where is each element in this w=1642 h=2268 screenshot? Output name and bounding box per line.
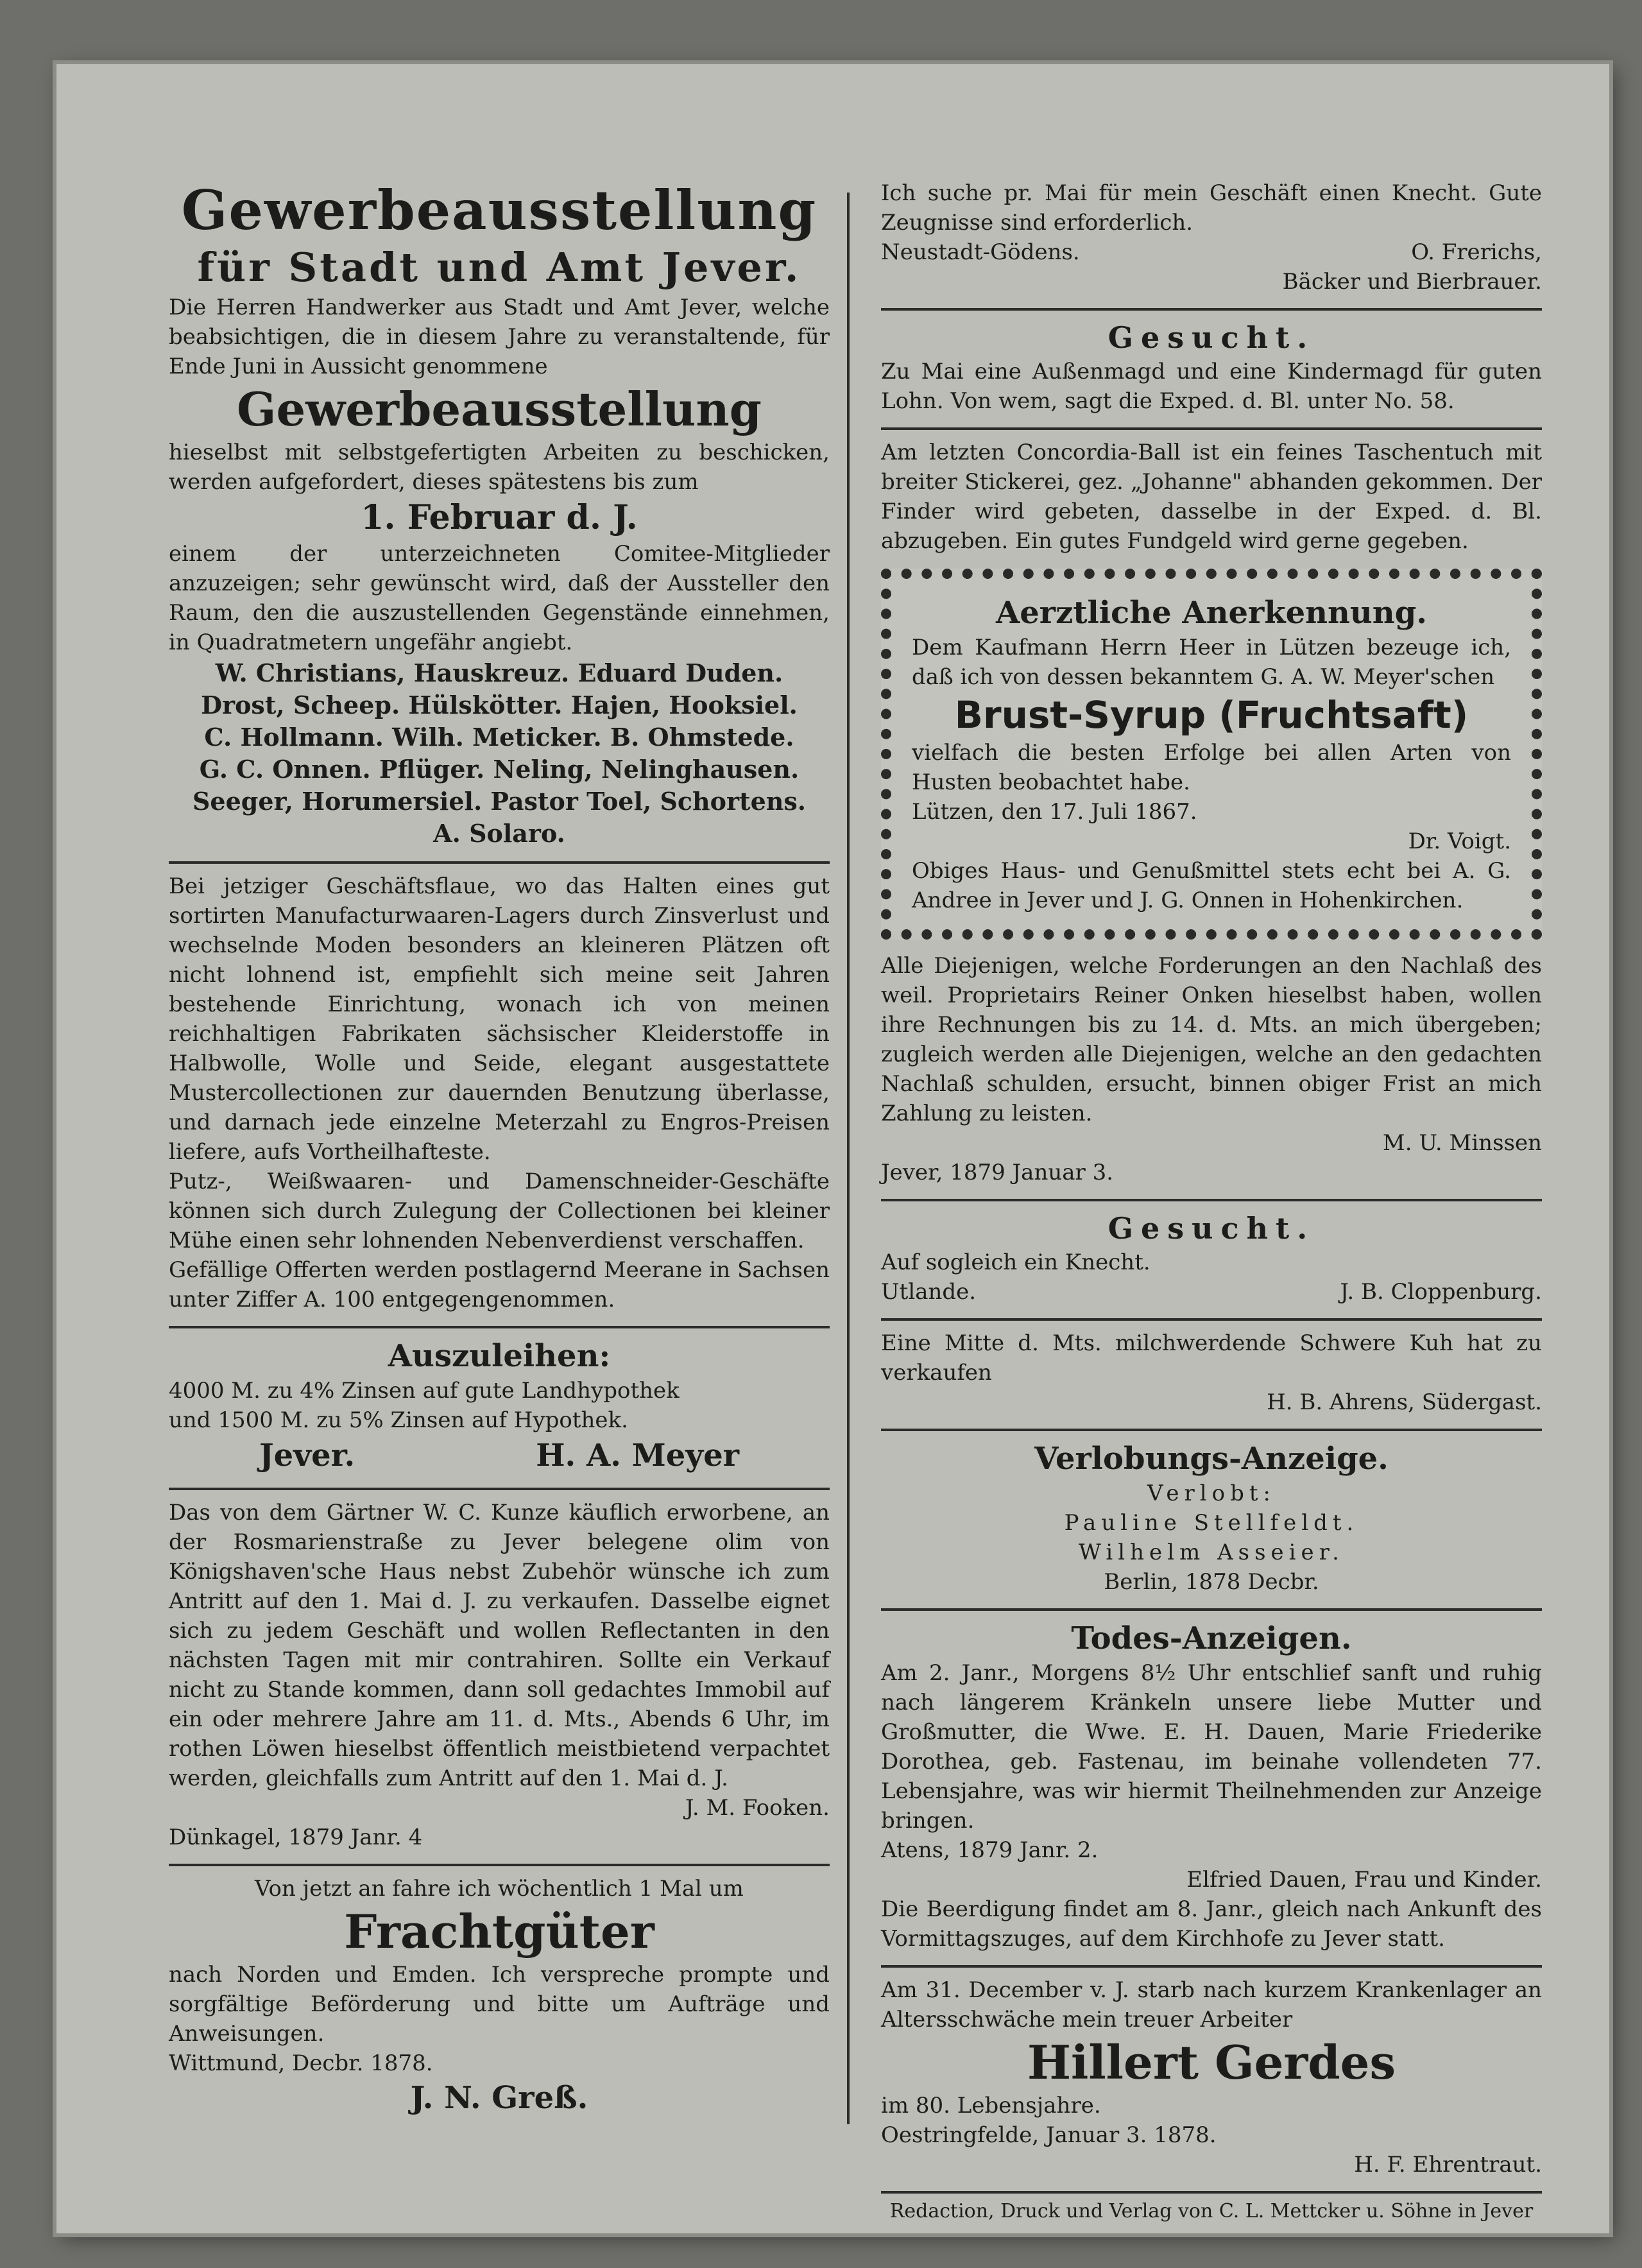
- ad-title: Aerztliche Anerkennung.: [996, 595, 1427, 631]
- place: Jever.: [259, 1438, 355, 1473]
- signer: J. M. Fooken.: [685, 1795, 830, 1821]
- ad-text: Alle Diejenigen, welche Forderungen an den Nachlaß des weil. Proprietairs Reiner Onken hieselbst haben, wollen ihre Rechnungen bis zu 14. d. Mts. an mich übergeben; zugleich werden alle Diejenigen, welche an den gedachten Nachlaß schulden, ersucht, binnen obiger Frist an mich Zahlung zu leisten.: [881, 953, 1542, 1126]
- separator-rule: [881, 2191, 1542, 2194]
- date-line: Atens, 1879 Janr. 2.: [881, 1837, 1099, 1863]
- ad-nachlass: [881, 946, 1542, 1196]
- ad-note: Obiges Haus- und Genußmittel stets echt bei A. G. Andree in Jever und J. G. Onnen in Hohenkirchen.: [912, 858, 1511, 913]
- separator-rule: [881, 1318, 1542, 1321]
- separator-rule: [169, 1326, 830, 1328]
- ad-paragraph: Bei jetziger Geschäftsflaue, wo das Halten eines gut sortirten Manufacturwaaren-Lagers durch Zinsverlust und wechselnde Moden besonders an kleineren Plätzen oft nicht lohnend ist, empfiehlt sich meine seit Jahren bestehende Einrichtung, wonach ich von meinen reichhaltigen Fabrikaten sächsischer Kleiderstoffe in Halbwolle, Wolle und Seide, elegant ausgestattete Mustercollectionen zur dauernden Benutzung überlasse, und darnach jede einzelne Meterzahl zu Engros-Preisen liefere, aufs Vortheilhafteste.: [169, 873, 830, 1165]
- right-column: [881, 173, 1542, 2244]
- ad-intro: Von jetzt an fahre ich wöchentlich 1 Mal um: [255, 1876, 744, 1902]
- date-line: Berlin, 1878 Decbr.: [1104, 1569, 1319, 1595]
- ad-text: Ich suche pr. Mai für mein Geschäft einen Knecht. Gute Zeugnisse sind erforderlich.: [881, 180, 1542, 236]
- ad-gesucht-knecht: [881, 1204, 1542, 1316]
- ad-auszuleihen: [169, 1331, 830, 1485]
- separator-rule: [169, 1488, 830, 1490]
- ad-title-repeat: Gewerbeausstellung: [236, 382, 762, 436]
- committee-name: Seeger, Horumersiel. Pastor Toel, Schortens.: [192, 787, 807, 816]
- separator-rule: [881, 1429, 1542, 1431]
- ad-paragraph: Gefällige Offerten werden postlagernd Meerane in Sachsen unter Ziffer A. 100 entgegengenommen.: [169, 1257, 830, 1312]
- person-name: Wilhelm Asseier.: [1079, 1540, 1344, 1565]
- ad-title: Gesucht.: [1107, 320, 1315, 355]
- ad-text: Am letzten Concordia-Ball ist ein feines Taschentuch mit breiter Stickerei, gez. „Johanne" abhanden gekommen. Der Finder wird gebeten, dasselbe in der Exped. d. Bl. abzugeben. Ein gutes Fundgeld wird gerne gegeben.: [881, 440, 1542, 554]
- signer: O. Frerichs,: [1411, 239, 1542, 265]
- imprint-footer: Redaction, Druck und Verlag von C. L. Mettcker u. Söhne in Jever: [889, 2200, 1534, 2222]
- signer: M. U. Minssen: [1382, 1130, 1542, 1156]
- ad-title: Verlobungs-Anzeige.: [1034, 1441, 1389, 1477]
- signature-row: [881, 237, 1542, 267]
- ad-frachtgueter: [169, 1869, 830, 2127]
- committee-name: A. Solaro.: [433, 819, 565, 848]
- ad-todes: [881, 1613, 1542, 1963]
- ad-taschentuch: [881, 433, 1542, 565]
- date-line: Lützen, den 17. Juli 1867.: [912, 799, 1197, 825]
- label: Verlobt:: [1147, 1481, 1276, 1506]
- burial-note: Die Beerdigung findet am 8. Janr., gleich nach Ankunft des Vormittagszuges, auf dem Kirchhofe zu Jever statt.: [881, 1896, 1542, 1952]
- signature-row: [169, 1435, 830, 1476]
- committee-name: C. Hollmann. Wilh. Meticker. B. Ohmstede.: [204, 723, 794, 752]
- place: Neustadt-Gödens.: [881, 239, 1080, 265]
- ad-knecht: [881, 173, 1542, 305]
- ad-paragraph: Putz-, Weißwaaren- und Damenschneider-Geschäfte können sich durch Zulegung der Collectionen bei kleiner Mühe einen sehr lohnenden Nebenverdienst verschaffen.: [169, 1169, 830, 1253]
- ad-text: Am 31. December v. J. starb nach kurzem Krankenlager an Altersschwäche mein treuer Arbeiter: [881, 1977, 1542, 2032]
- ad-text: Zu Mai eine Außenmagd und eine Kindermagd für guten Lohn. Von wem, sagt die Exped. d. Bl. unter No. 58.: [881, 359, 1542, 414]
- ad-gesucht-magd: [881, 313, 1542, 425]
- signer: Dr. Voigt.: [1408, 829, 1511, 854]
- separator-rule: [881, 427, 1542, 430]
- committee-name: G. C. Onnen. Pflüger. Neling, Nelinghausen.: [199, 755, 800, 784]
- date-line: Dünkagel, 1879 Janr. 4: [169, 1825, 423, 1850]
- signer-role: Bäcker und Bierbrauer.: [1282, 269, 1542, 295]
- ad-body: hieselbst mit selbstgefertigten Arbeiten zu beschicken, werden aufgefordert, dieses spätestens bis zum: [169, 440, 830, 495]
- ad-title: Frachtgüter: [344, 1904, 654, 1959]
- signer: H. F. Ehrentraut.: [1354, 2152, 1542, 2178]
- committee-name: W. Christians, Hauskreuz. Eduard Duden.: [215, 658, 783, 687]
- ad-title: Todes-Anzeigen.: [1071, 1620, 1352, 1656]
- signature-row: [881, 1277, 1542, 1307]
- product-name: Brust-Syrup (Fruchtsaft): [954, 693, 1469, 737]
- person-name: Pauline Stellfeldt.: [1064, 1510, 1359, 1536]
- ad-title: Gesucht.: [1107, 1211, 1315, 1246]
- separator-rule: [881, 308, 1542, 311]
- committee-name: Drost, Scheep. Hülskötter. Hajen, Hooksiel.: [201, 691, 798, 719]
- ad-verlobung: [881, 1434, 1542, 1606]
- ad-kunze-house: [169, 1493, 830, 1861]
- ad-body-2: einem der unterzeichneten Comitee-Mitglieder anzuzeigen; sehr gewünscht wird, daß der Aussteller den Raum, den die auszustellenden Gegenstände einnehmen, in Quadratmetern ungefähr angiebt.: [169, 541, 830, 655]
- age-line: im 80. Lebensjahre.: [881, 2093, 1101, 2118]
- loan-line: 4000 M. zu 4% Zinsen auf gute Landhypothek: [169, 1378, 680, 1404]
- signer: H. A. Meyer: [536, 1438, 740, 1473]
- ad-body: vielfach die besten Erfolge bei allen Arten von Husten beobachtet habe.: [912, 740, 1511, 795]
- ad-kuh: [881, 1323, 1542, 1426]
- place: Utlande.: [881, 1279, 977, 1305]
- ad-text: Eine Mitte d. Mts. milchwerdende Schwere Kuh hat zu verkaufen: [881, 1330, 1542, 1386]
- date-line: Wittmund, Decbr. 1878.: [169, 2050, 433, 2076]
- ad-intro: Dem Kaufmann Herrn Heer in Lützen bezeuge ich, daß ich von dessen bekanntem G. A. W. Meyer'schen: [912, 635, 1511, 690]
- person-name: Hillert Gerdes: [1027, 2035, 1396, 2090]
- separator-rule: [881, 1199, 1542, 1201]
- ad-title: Gewerbeausstellung: [181, 178, 817, 242]
- ad-gerdes: [881, 1970, 1542, 2188]
- ad-intro: Die Herren Handwerker aus Stadt und Amt Jever, welche beabsichtigen, die in diesem Jahre zu veranstaltende, für Ende Juni in Aussicht genommene: [169, 295, 830, 379]
- signer: Elfried Dauen, Frau und Kinder.: [1186, 1867, 1542, 1893]
- ad-gewerbeausstellung: [169, 173, 830, 859]
- date-line: Jever, 1879 Januar 3.: [881, 1160, 1114, 1185]
- left-column: [169, 173, 830, 2127]
- column-divider: [847, 193, 850, 2124]
- ad-title: Auszuleihen:: [388, 1338, 611, 1374]
- separator-rule: [169, 1864, 830, 1866]
- ad-text: Das von dem Gärtner W. C. Kunze käuflich erworbene, an der Rosmarienstraße zu Jever belegene olim von Königshaven'sche Haus nebst Zubehör wünsche ich zum Antritt auf den 1. Mai d. J. zu verkaufen. Dasselbe eignet sich zu jedem Geschäft und wollen Reflectanten in den nächsten Tagen mit mir contrahiren. Sollte ein Verkauf nicht zu Stande kommen, dann soll gedachtes Immobil auf ein oder mehrere Jahre am 11. d. Mts., Abends 6 Uhr, im rothen Löwen hieselbst öffentlich meistbietend verpachtet werden, gleichfalls zum Antritt auf den 1. Mai d. J.: [169, 1500, 830, 1791]
- signer: J. B. Cloppenburg.: [1340, 1279, 1542, 1305]
- separator-rule: [881, 1608, 1542, 1611]
- ad-text: Auf sogleich ein Knecht.: [881, 1250, 1150, 1275]
- ad-subtitle: für Stadt und Amt Jever.: [197, 244, 801, 291]
- ad-text: Am 2. Janr., Morgens 8½ Uhr entschlief sanft und ruhig nach längerem Kränkeln unsere liebe Mutter und Großmutter, die Wwe. E. H. Dauen, Marie Friederike Dorothea, geb. Fastenau, im beinahe vollendeten 77. Lebensjahre, was wir hiermit Theilnehmenden zur Anzeige bringen.: [881, 1660, 1542, 1834]
- ad-meerane: [169, 866, 830, 1323]
- ad-brust-syrup-frame: [881, 569, 1542, 940]
- signer: H. B. Ahrens, Südergast.: [1267, 1389, 1542, 1415]
- date-line: Oestringfelde, Januar 3. 1878.: [881, 2122, 1217, 2148]
- loan-line: und 1500 M. zu 5% Zinsen auf Hypothek.: [169, 1407, 628, 1433]
- separator-rule: [169, 861, 830, 864]
- deadline-date: 1. Februar d. J.: [361, 498, 638, 537]
- newspaper-page: [56, 64, 1609, 2233]
- separator-rule: [881, 1965, 1542, 1968]
- signer: J. N. Greß.: [410, 2080, 588, 2116]
- ad-body: nach Norden und Emden. Ich verspreche prompte und sorgfältige Beförderung und bitte um Aufträge und Anweisungen.: [169, 1962, 830, 2047]
